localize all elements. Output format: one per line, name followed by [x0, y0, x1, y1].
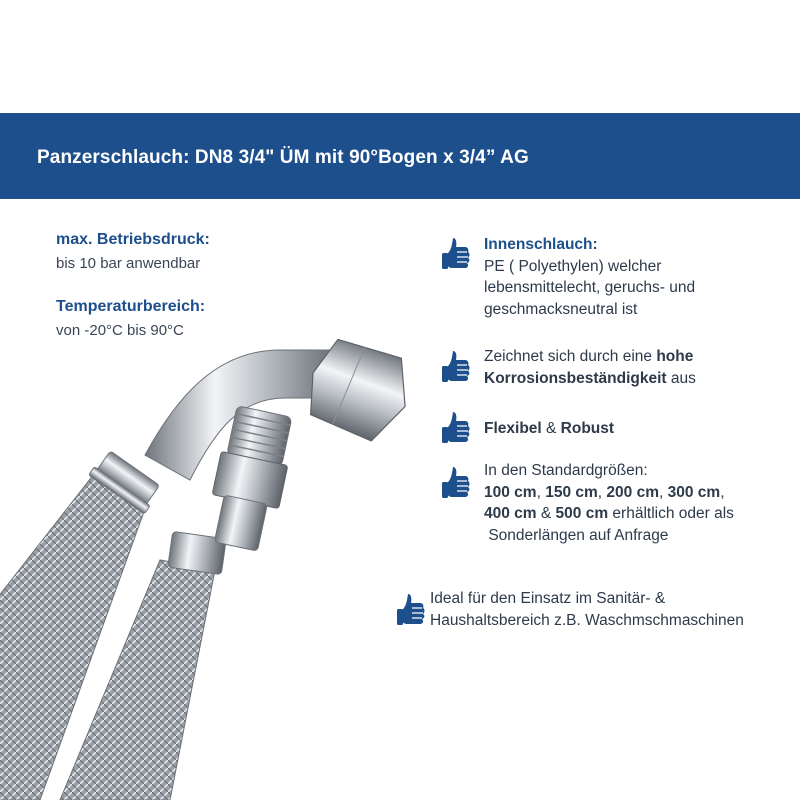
- size-value: 300 cm: [667, 483, 721, 501]
- inner-hose-line: geschmacksneutral ist: [484, 300, 638, 318]
- feature-flexible: [484, 418, 614, 440]
- sizes-custom: Sonderlängen auf Anfrage: [488, 526, 669, 544]
- page-title: Panzerschlauch: DN8 3/4" ÜM mit 90°Bogen x 3/4” AG: [37, 147, 529, 168]
- thumbs-up-icon: [441, 236, 471, 276]
- inner-hose-line: lebensmittelecht, geruchs- und: [484, 279, 696, 296]
- pressure-label: max. Betriebsdruck:: [56, 231, 210, 248]
- size-value: 500 cm: [555, 505, 609, 522]
- pressure-value: bis 10 bar anwendbar: [56, 255, 201, 272]
- inner-hose-title: Innenschlauch:: [484, 236, 598, 253]
- usage-line: Haushaltsbereich z.B. Waschmschmaschinen: [430, 611, 744, 629]
- inner-hose-line: PE ( Polyethylen) welcher: [484, 257, 662, 275]
- temperature-value: von -20°C bis 90°C: [56, 322, 184, 339]
- feature-usage: [430, 588, 744, 631]
- sizes-intro: In den Standardgrößen:: [484, 462, 648, 479]
- feature-corrosion: [484, 346, 696, 389]
- hose-illustration: [0, 320, 440, 800]
- size-sep: ,: [597, 483, 607, 501]
- thumbs-up-icon: [396, 592, 426, 632]
- size-sep: ,: [536, 483, 546, 501]
- size-value: 150 cm: [545, 483, 598, 501]
- size-sep: ,: [720, 483, 725, 501]
- usage-line: Ideal für den Einsatz im Sanitär- &: [430, 590, 666, 607]
- size-sep: &: [536, 505, 556, 522]
- size-sep: ,: [658, 483, 668, 501]
- size-value: 400 cm: [484, 505, 537, 522]
- flex-text: &: [541, 420, 561, 437]
- temperature-label: Temperaturbereich:: [56, 298, 206, 315]
- feature-inner-hose: [484, 234, 695, 320]
- corrosion-text: aus: [666, 369, 696, 387]
- thumbs-up-icon: [441, 465, 471, 505]
- corrosion-bold: Korrosionsbeständigkeit: [484, 369, 667, 387]
- thumbs-up-icon: [441, 349, 471, 389]
- size-value: 200 cm: [606, 483, 659, 501]
- size-value: 100 cm: [484, 483, 537, 501]
- flex-bold: Robust: [560, 420, 615, 437]
- sizes-tail: erhältlich oder als: [608, 505, 734, 522]
- flex-bold: Flexibel: [484, 420, 542, 437]
- corrosion-text: Zeichnet sich durch eine: [484, 348, 657, 365]
- thumbs-up-icon: [441, 410, 471, 450]
- corrosion-bold: hohe: [656, 348, 694, 365]
- feature-sizes: [484, 460, 734, 546]
